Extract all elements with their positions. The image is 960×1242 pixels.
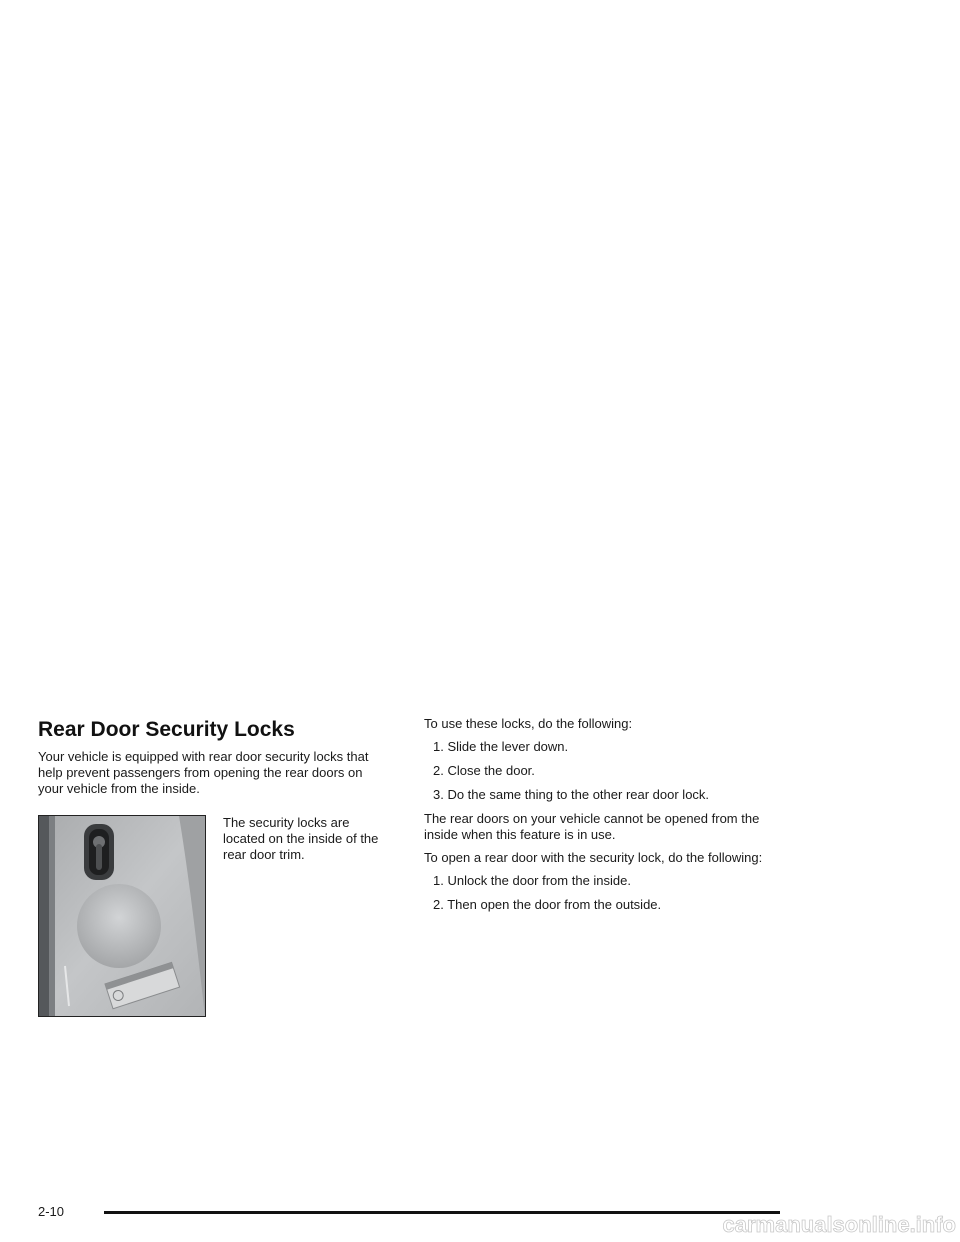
figure-caption: The security locks are located on the inside of the rear door trim. xyxy=(223,815,379,863)
open-steps-list xyxy=(424,873,784,913)
list-item: 1. Unlock the door from the inside. xyxy=(433,873,631,888)
list-item: 1. Slide the lever down. xyxy=(433,739,569,754)
list-item: 3. Do the same thing to the other rear door lock. xyxy=(433,787,710,802)
door-lock-illustration xyxy=(39,816,205,1016)
instructions-lead: To use these locks, do the following: xyxy=(424,716,633,731)
figure-row xyxy=(38,815,383,1051)
watermark-text: carmanualsonline.info xyxy=(722,1212,956,1237)
section-title: Rear Door Security Locks xyxy=(38,718,295,741)
watermark-logo xyxy=(722,1198,960,1242)
list-item: 2. Close the door. xyxy=(433,763,535,778)
footer-rule xyxy=(104,1211,780,1214)
feature-note: The rear doors on your vehicle cannot be opened from the inside when this feature is in use. xyxy=(424,811,760,842)
right-column xyxy=(424,716,784,921)
door-lock-photo xyxy=(38,815,206,1017)
left-column xyxy=(38,716,383,1051)
open-instructions-lead: To open a rear door with the security lock, do the following: xyxy=(424,850,763,865)
list-item: 2. Then open the door from the outside. xyxy=(433,897,662,912)
page-number: 2-10 xyxy=(38,1204,65,1219)
lock-steps-list xyxy=(424,739,784,803)
intro-paragraph: Your vehicle is equipped with rear door security locks that help prevent passengers from opening the rear doors on your vehicle from the inside. xyxy=(38,749,369,797)
